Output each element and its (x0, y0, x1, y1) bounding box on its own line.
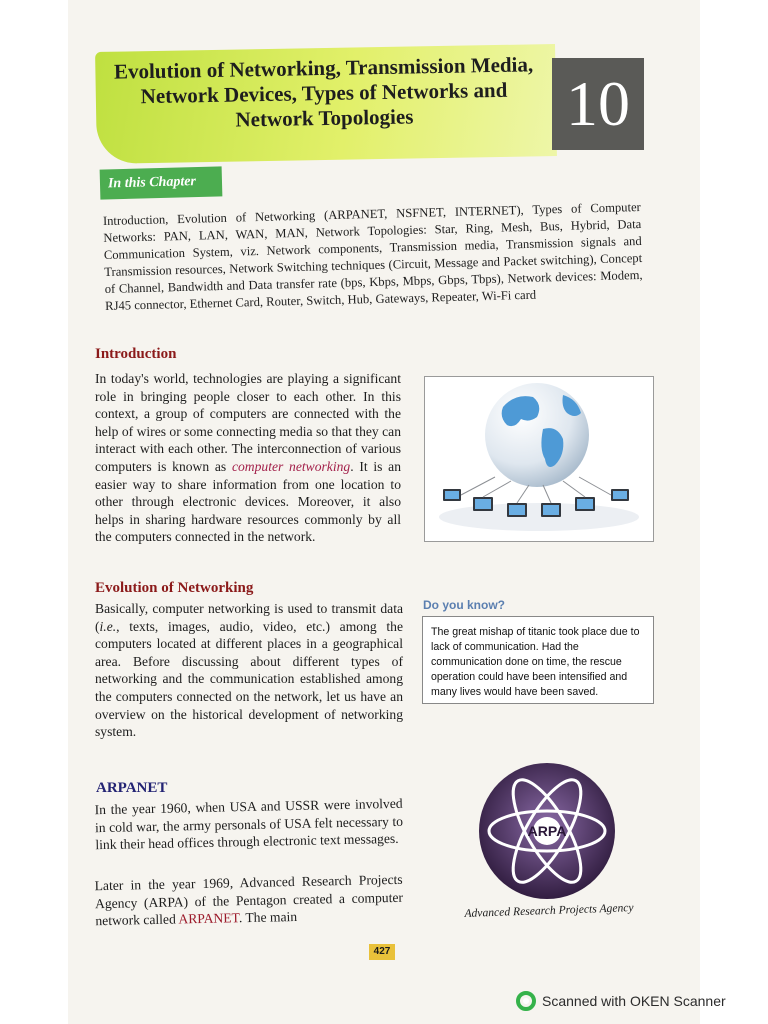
evolution-ie: i.e. (99, 618, 117, 634)
chapter-title (99, 52, 548, 135)
arpanet-heading: ARPANET (96, 780, 168, 796)
evolution-text: Basically, computer networking is used to transmit data ( (95, 601, 403, 634)
introduction-text: . It is an easier way to share information from one location to other through electronic devices. Moreover, it also helps in sharing hardware resources commonly by all the computers connected in the network. (95, 458, 401, 545)
introduction-text: In today's world, technologies are playing a significant role in bringing people closer to each other. In this context, a group of computers are connected with the help of wires or some connecting media so that they can interact with each other. The interconnection of various computers is known as (95, 371, 401, 474)
evolution-paragraph (95, 600, 403, 741)
arpa-logo-text: ARPA (527, 823, 567, 839)
arpanet-paragraph-1: In the year 1960, when USA and USSR were involved in cold war, the army personals of USA felt necessary to link their head offices through electronic text messages. (94, 795, 404, 853)
arpa-logo (476, 760, 618, 902)
page-number: 427 (369, 944, 395, 960)
computer-networking-term: computer networking (231, 458, 351, 474)
chapter-number: 10 (552, 58, 644, 150)
arpanet-term: ARPANET (178, 910, 240, 927)
scanner-watermark (516, 990, 726, 1012)
introduction-heading: Introduction (95, 346, 177, 362)
evolution-text: , texts, images, audio, video, etc.) among the computers located at different places in a geographical area. Before discussing about different types of networking and the communication established among the computers connected on the network, let us have an overview on the historical development of networking system. (95, 618, 403, 740)
watermark-text: Scanned with OKEN Scanner (542, 993, 726, 1009)
chapter-topics: Introduction, Evolution of Networking (ARPANET, NSFNET, INTERNET), Types of Computer Networks: PAN, LAN, WAN, MAN, Network Topologies: Star, Ring, Mesh, Bus, Hybrid, Data Communication System, viz. Network components, Transmission media, Transmission signals and Transmission resources, Network Switching techniques (Circuit, Message and Packet switching), Concept of Channel, Bandwidth and Data transfer rate (bps, Kbps, Mbps, Gbps, Tbps), Network devices: Modem, RJ45 connector, Ethernet Card, Router, Switch, Hub, Gateways, Repeater, Wi-Fi card (102, 199, 643, 314)
oken-scanner-icon (516, 991, 536, 1011)
arpa-caption: Advanced Research Projects Agency (464, 901, 634, 920)
do-you-know-box: The great mishap of titanic took place due to lack of communication. Had the communication done on time, the rescue operation could have been intensified and many lives would have been saved. (422, 616, 654, 704)
globe-network-icon (425, 377, 653, 541)
introduction-paragraph (95, 370, 401, 546)
arpanet-paragraph-2 (94, 871, 403, 930)
do-you-know-heading: Do you know? (423, 598, 505, 612)
in-this-chapter-label: In this Chapter (100, 166, 223, 199)
evolution-heading: Evolution of Networking (95, 580, 254, 596)
chapter-title-line: Evolution of Networking, Transmission Media, (113, 52, 534, 84)
chapter-title-line: Network Devices, Types of Networks and (140, 77, 508, 109)
globe-network-illustration (424, 376, 654, 542)
arpanet-text: . The main (238, 909, 298, 926)
arpanet-text: Later in the year 1969, Advanced Research Projects Agency (ARPA) of the Pentagon created a computer network called (94, 871, 404, 929)
chapter-title-line: Network Topologies (235, 104, 414, 132)
